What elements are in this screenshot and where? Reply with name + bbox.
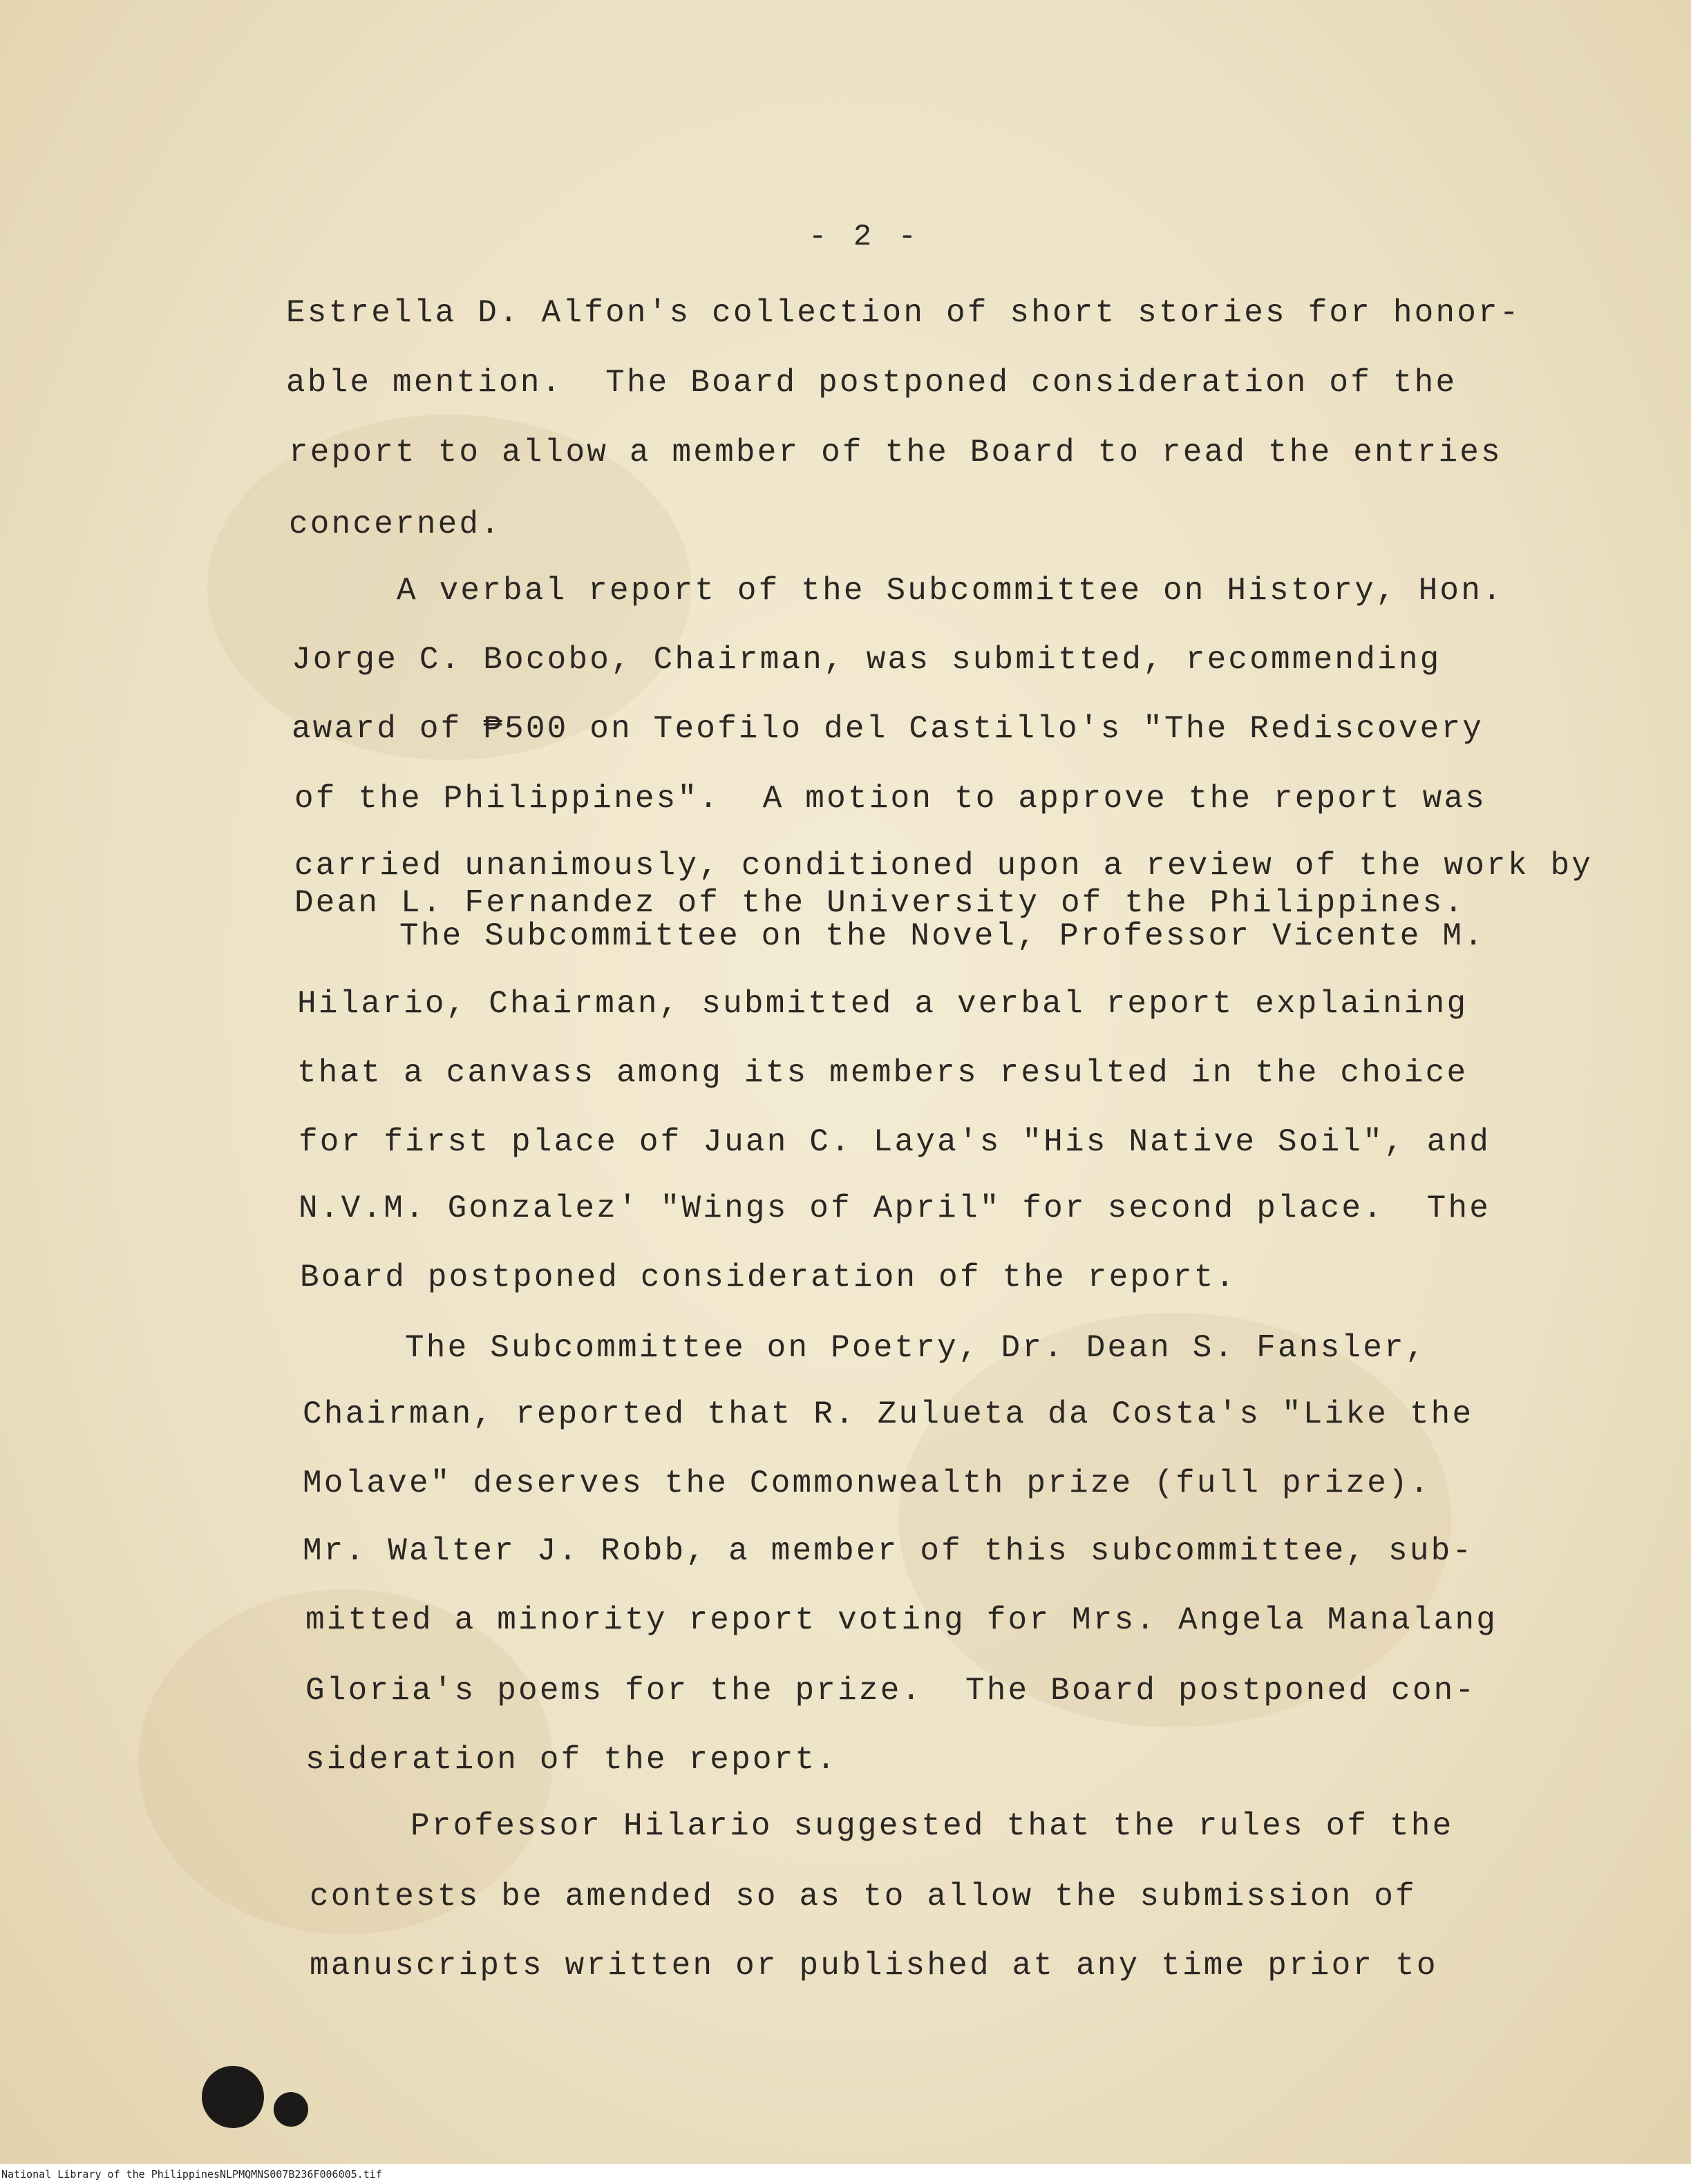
text-line: Professor Hilario suggested that the rules of the xyxy=(410,1808,1454,1844)
text-line: Molave" deserves the Commonwealth prize (full prize). xyxy=(303,1465,1431,1501)
text-line: Board postponed consideration of the report. xyxy=(300,1260,1237,1295)
text-line: A verbal report of the Subcommittee on History, Hon. xyxy=(397,573,1504,609)
text-line: Chairman, reported that R. Zulueta da Costa's "Like the xyxy=(303,1396,1474,1432)
text-line: concerned. xyxy=(289,506,502,542)
footer-file-id: NLPMQMNS007B236F006005.tif xyxy=(220,2168,382,2181)
text-line: Jorge C. Bocobo, Chairman, was submitted, recommending xyxy=(292,642,1442,678)
scan-footer xyxy=(0,2164,1691,2184)
punch-hole-mark xyxy=(274,2092,308,2127)
text-line: mitted a minority report voting for Mrs. Angela Manalang xyxy=(305,1602,1498,1638)
text-line: report to allow a member of the Board to read the entries xyxy=(289,435,1502,471)
punch-hole-mark xyxy=(202,2066,264,2128)
footer-source: National Library of the Philippines xyxy=(1,2168,220,2181)
text-line: carried unanimously, conditioned upon a review of the work by xyxy=(294,848,1594,884)
text-line: Mr. Walter J. Robb, a member of this subcommittee, sub- xyxy=(303,1533,1474,1569)
text-line: manuscripts written or published at any time prior to xyxy=(310,1948,1438,1984)
text-line: Gloria's poems for the prize. The Board postponed con- xyxy=(305,1673,1477,1709)
text-line: contests be amended so as to allow the submission of xyxy=(310,1879,1417,1915)
text-line: The Subcommittee on Poetry, Dr. Dean S. Fansler, xyxy=(405,1330,1427,1366)
text-line: of the Philippines". A motion to approve the report was xyxy=(294,781,1487,817)
page-number: - 2 - xyxy=(809,220,921,254)
text-line: able mention. The Board postponed consideration of the xyxy=(286,365,1457,401)
text-line: N.V.M. Gonzalez' "Wings of April" for second place. The xyxy=(299,1190,1491,1226)
text-line: The Subcommittee on the Novel, Professor Vicente M. xyxy=(399,918,1486,954)
text-line: Hilario, Chairman, submitted a verbal report explaining xyxy=(297,986,1468,1022)
text-line: award of ₱500 on Teofilo del Castillo's "The Rediscovery xyxy=(292,711,1484,747)
text-line: Dean L. Fernandez of the University of the Philippines. xyxy=(294,885,1466,921)
text-line: Estrella D. Alfon's collection of short stories for honor- xyxy=(286,295,1521,331)
paper-stain xyxy=(898,1313,1451,1727)
text-line: sideration of the report. xyxy=(305,1742,838,1778)
text-line: for first place of Juan C. Laya's "His Native Soil", and xyxy=(299,1124,1491,1160)
text-line: that a canvass among its members resulted in the choice xyxy=(297,1055,1468,1091)
